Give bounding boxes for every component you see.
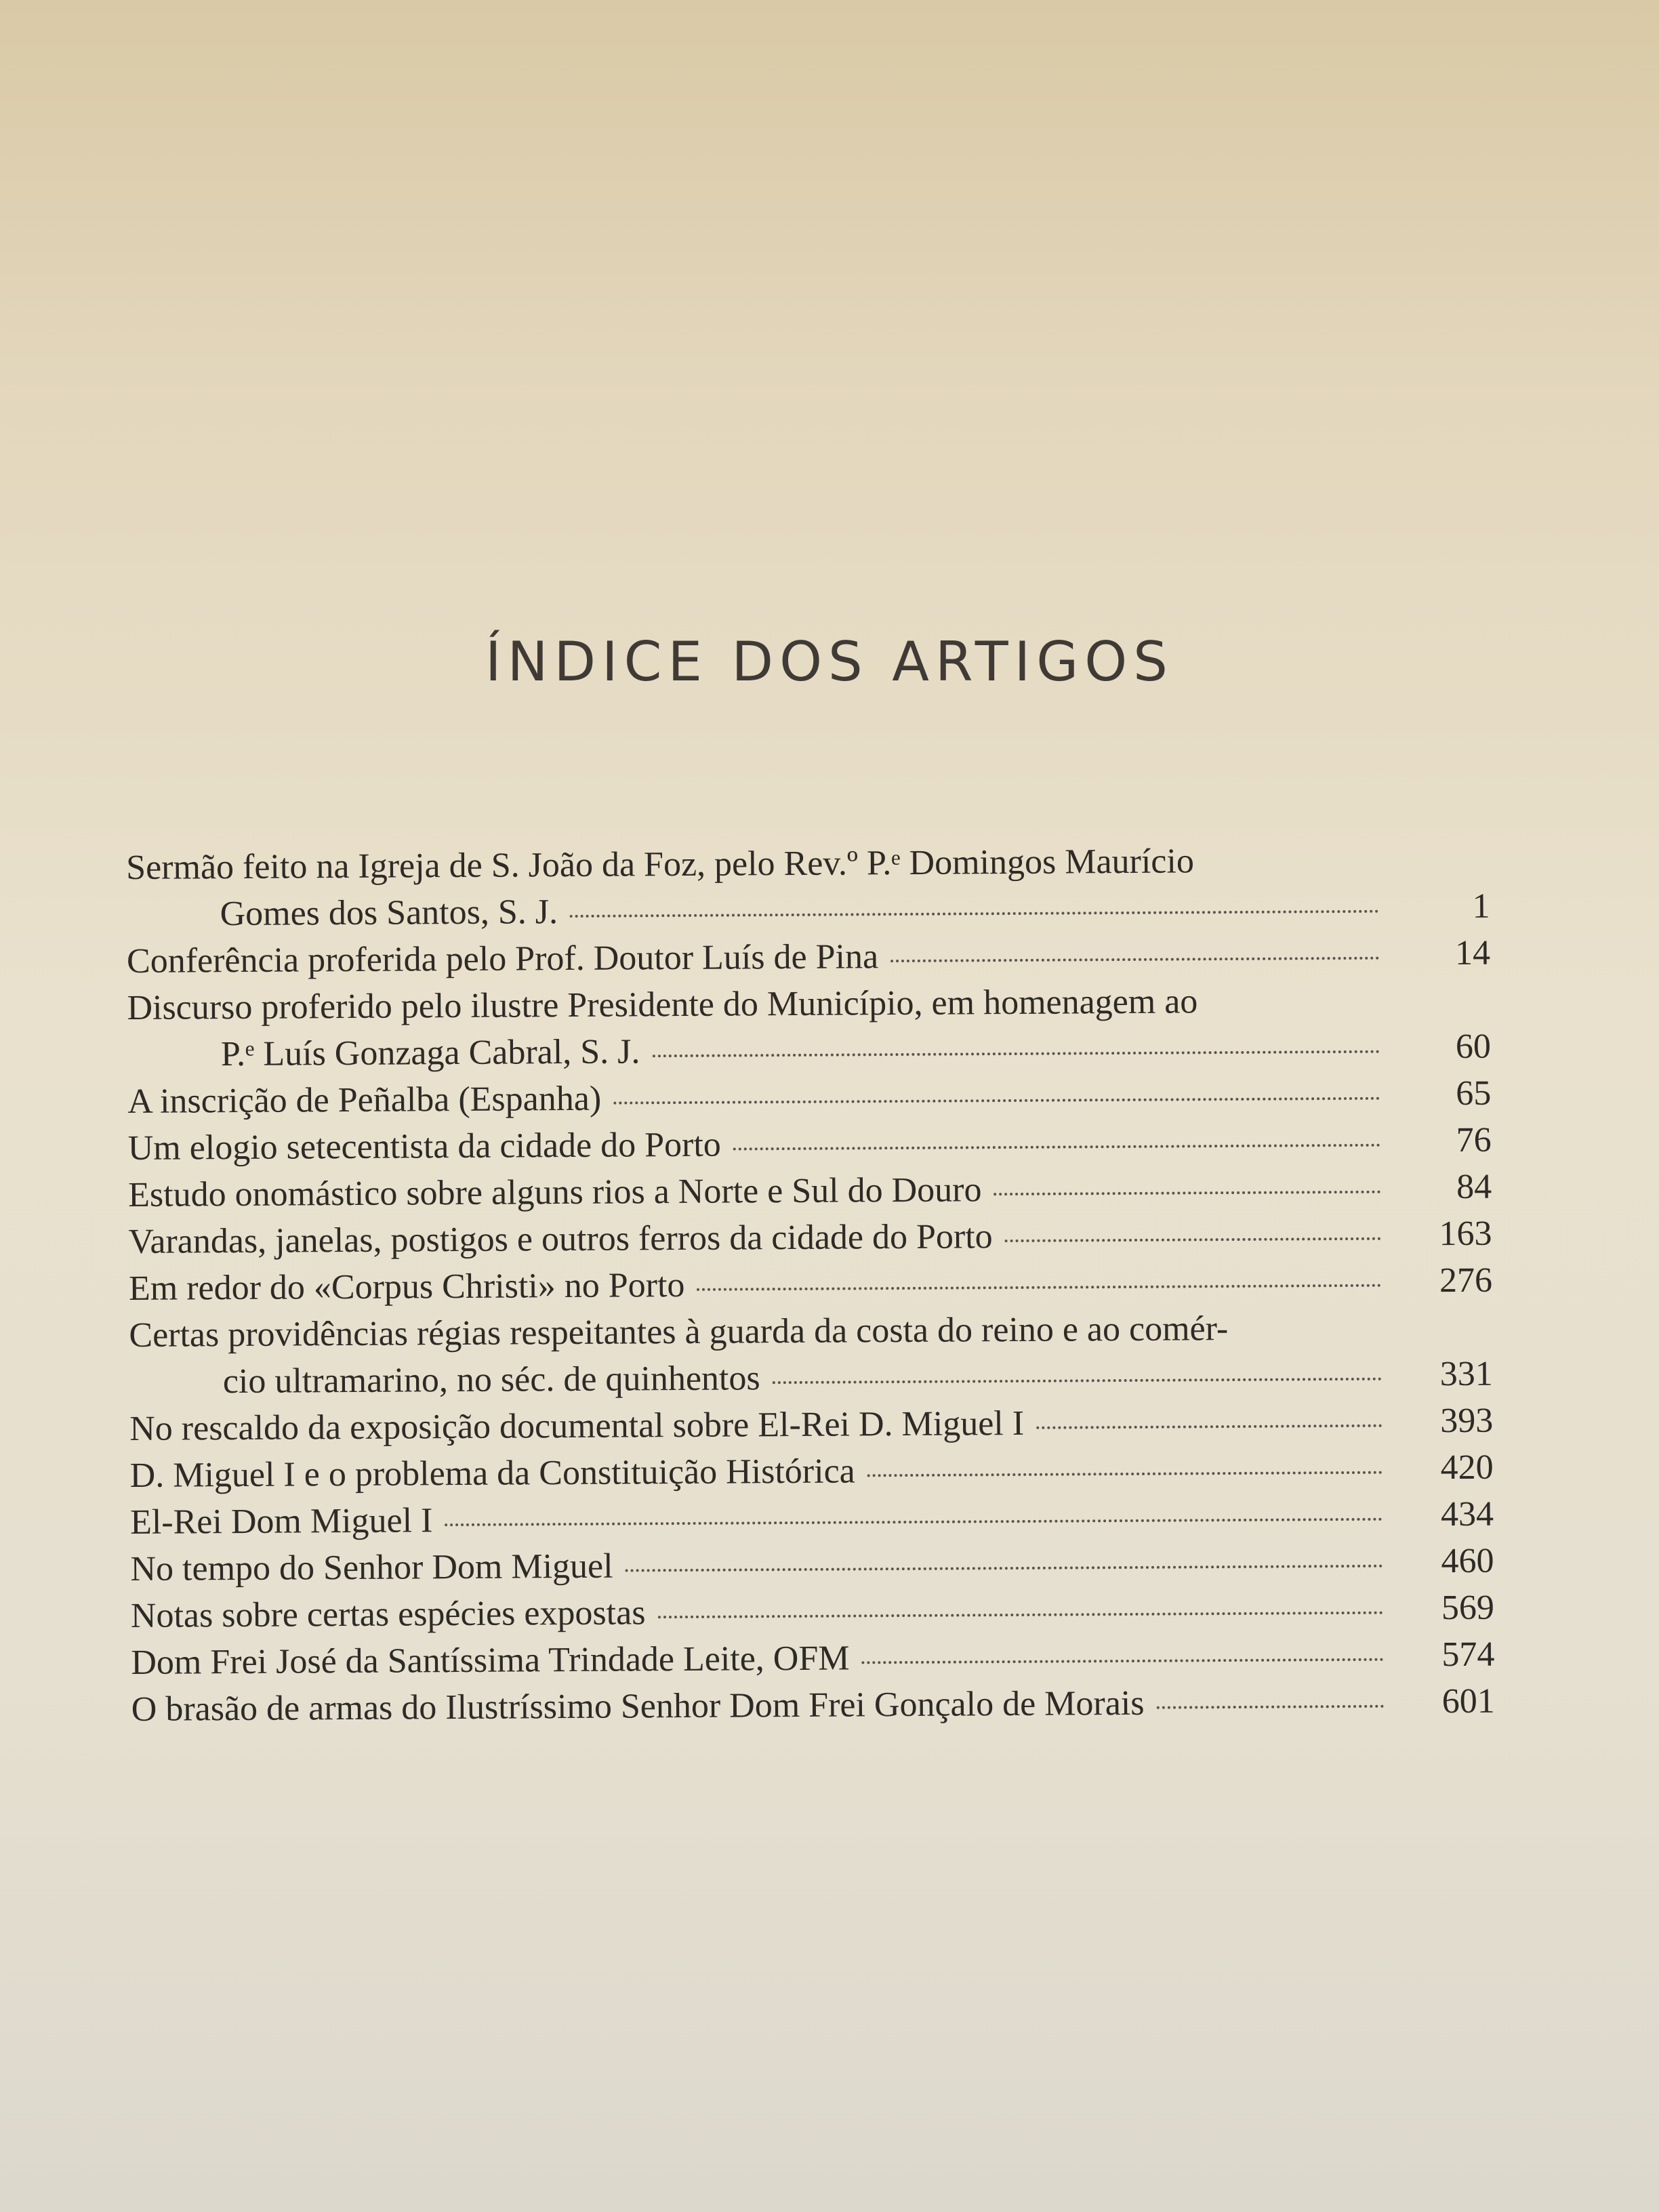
toc-entry	[129, 1444, 1493, 1499]
toc-entry	[128, 1117, 1492, 1172]
toc-entry	[127, 1070, 1491, 1125]
toc-page-number: 331	[1439, 1354, 1493, 1394]
toc-entry-title: No tempo do Senhor Dom Miguel	[130, 1547, 613, 1589]
toc-entry-title-continued: Gomes dos Santos, S. J.	[220, 893, 558, 934]
dot-leader	[773, 1378, 1382, 1384]
toc-entry-title: Estudo onomástico sobre alguns rios a Norte e Sul do Douro	[127, 1170, 982, 1214]
dot-leader	[570, 910, 1379, 918]
toc-entry	[127, 977, 1491, 1078]
toc-entry	[126, 836, 1490, 938]
toc-entry-title: Varandas, janelas, postigos e outros ferros da cidade do Porto	[128, 1217, 993, 1261]
toc-page-number: 393	[1440, 1401, 1494, 1441]
dot-leader	[733, 1144, 1380, 1151]
toc-page-number: 601	[1441, 1681, 1495, 1721]
page-title: ÍNDICE DOS ARTIGOS	[485, 630, 1174, 693]
toc-entry-title: No rescaldo da exposição documental sobre El-Rei D. Miguel I	[129, 1404, 1025, 1448]
toc-page-number: 84	[1456, 1167, 1492, 1207]
toc-entry	[129, 1257, 1492, 1312]
toc-entry	[128, 1210, 1492, 1265]
toc-entry	[130, 1538, 1494, 1593]
toc-entry-title: Discurso proferido pelo ilustre Presidente do Município, em homenagem ao	[127, 982, 1198, 1027]
toc-entry-title: O brasão de armas do Ilustríssimo Senhor Dom Frei Gonçalo de Morais	[131, 1683, 1145, 1729]
toc-entry	[129, 1397, 1493, 1452]
toc-entry-title: Um elogio setecentista da cidade do Porto	[127, 1125, 721, 1168]
dot-leader	[1036, 1425, 1382, 1429]
toc-page-number: 276	[1439, 1261, 1493, 1300]
dot-leader	[657, 1612, 1382, 1619]
dot-leader	[445, 1518, 1382, 1526]
toc-page-number: 460	[1441, 1541, 1494, 1581]
dot-leader	[652, 1050, 1380, 1058]
toc-page-number: 434	[1440, 1494, 1494, 1534]
toc-page-number: 163	[1439, 1214, 1492, 1254]
dot-leader	[890, 957, 1379, 962]
toc-entry	[130, 1491, 1494, 1546]
toc-entry	[131, 1678, 1495, 1733]
toc-entry	[131, 1631, 1494, 1686]
toc-entry-title: El-Rei Dom Miguel I	[129, 1501, 433, 1542]
toc-page-number: 1	[1472, 886, 1490, 926]
toc-entry-title: A inscrição de Peñalba (Espanha)	[127, 1079, 602, 1121]
dot-leader	[626, 1565, 1383, 1572]
toc-entry-title: Em redor do «Corpus Christi» no Porto	[128, 1265, 685, 1308]
toc-entry-title: Dom Frei José da Santíssima Trindade Leite, OFM	[131, 1639, 850, 1682]
toc-entry-title-continued: cio ultramarino, no séc. de quinhentos	[222, 1359, 760, 1401]
toc-entry	[131, 1584, 1494, 1639]
toc-page-number: 76	[1456, 1120, 1492, 1160]
toc-entry	[128, 1164, 1492, 1218]
toc-entry-title: Sermão feito na Igreja de S. João da Foz, pelo Rev.º P.ᵉ Domingos Maurício	[126, 842, 1195, 887]
dot-leader	[1005, 1237, 1381, 1242]
toc-page-number: 14	[1454, 933, 1491, 973]
toc-page-number: 60	[1455, 1027, 1492, 1067]
dot-leader	[994, 1191, 1381, 1195]
dot-leader	[697, 1284, 1381, 1291]
toc-entry-title-continued: P.ᵉ Luís Gonzaga Cabral, S. J.	[220, 1032, 640, 1074]
toc-entry-title: D. Miguel I e o problema da Constituição Histórica	[129, 1452, 855, 1495]
toc-entry-title: Certas providências régias respeitantes à guarda da costa do reino e ao comér-	[129, 1309, 1229, 1355]
toc-entry	[129, 1304, 1493, 1406]
dot-leader	[1157, 1705, 1384, 1709]
toc-page-number: 574	[1441, 1635, 1495, 1675]
dot-leader	[867, 1471, 1382, 1477]
toc-page-number: 569	[1441, 1588, 1495, 1628]
toc-page-number: 420	[1440, 1448, 1494, 1488]
table-of-contents	[126, 836, 1495, 1733]
dot-leader	[862, 1658, 1384, 1664]
toc-page-number: 65	[1456, 1073, 1492, 1113]
toc-entry-title: Notas sobre certas espécies expostas	[130, 1593, 646, 1635]
dot-leader	[613, 1097, 1380, 1105]
toc-entry-title: Conferência proferida pelo Prof. Doutor Luís de Pina	[126, 937, 879, 981]
toc-entry	[127, 930, 1490, 985]
